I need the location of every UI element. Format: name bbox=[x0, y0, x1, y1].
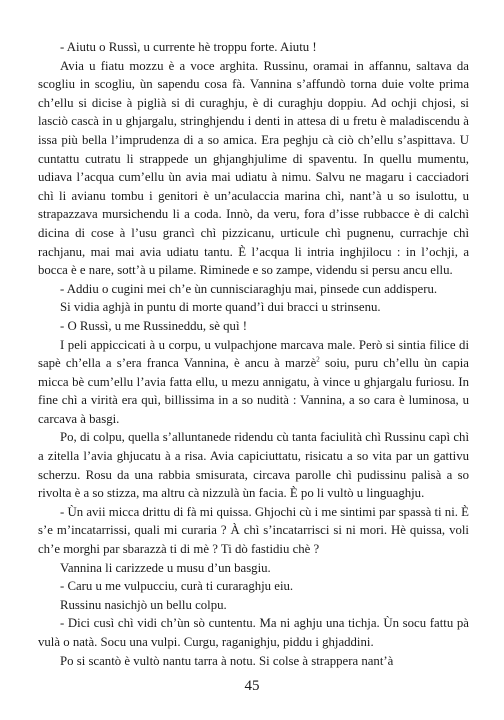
body-text bbox=[38, 38, 469, 670]
paragraph-rescue: Avia u fiatu mozzu è a voce arghita. Russinu, oramai in affannu, saltava da scogliu in scogliu, ùn sapendu cosa fà. Vannina s’affundò torna duie volte prima ch’ellu si dicise à piglià si di curaghju, è di curaghju doppiu. Ad ochji chjosi, si lasciò cascà in u ghjargalu, stringhjendu i denti in attesa di u fretu è maladiscendu à issa più bella l’imprudenza di a so amica. Era peghju cà ciò ch’ellu s’aspittava. U cuntattu cutratu li strappede un ghjanghjulime di spaventu. In quellu mumentu, udiava l’acqua cum’ellu ùn avia mai udiatu à nimu. Salvu ne magaru i cacciadori chì li avianu tombu i genitori è un’aculaccia marina chì, nant’à u so isulottu, u strapazzava mursichendu li a coda. Innò, da veru, fora d’isse rubbacce è di calchì dicina di cose à l’usu grancì chì pizzicanu, urticule chì pugnenu, currachje chì rachjanu, mai mai avia udiatu tantu. È l’acqua li intria inghjilocu : in l’ochji, a bocca è e nare, sott’à u pilame. Riminede e so zampe, videndu si persu ancu ellu. bbox=[38, 58, 469, 278]
footnote-marker: 2 bbox=[316, 355, 320, 364]
paragraph-arms: Si vidia aghjà in puntu di morte quand’ì dui bracci u strinsenu. bbox=[60, 300, 381, 315]
paragraph-care: - Caru u me vulpucciu, curà ti curaraghju eiu. bbox=[60, 579, 294, 594]
paragraph-return: Po si scantò è vultò nantu tarra à notu. Si colse à strappera nant’à bbox=[60, 653, 394, 668]
paragraph-dialogue-help: - Aiutu o Russì, u currente hè troppu forte. Aiutu ! bbox=[60, 40, 317, 54]
paragraph-wet-fur-start: I peli appiccicati à u corpu, u vulpachjone marcava male. Però si sintia filice di sapè ch’ella a s’era franca Vannina, è ancu à marzè bbox=[38, 337, 469, 371]
paragraph-reproach: - Ùn avii micca drittu di fà mi quissa. Ghjochi cù i me sintimi par spassà ti ni. È s’e m’incatarrissi, quali mi curaria ? À chì s’incatarrisci si ni mori. Hè quissa, voli ch’e morghi par sbarazzà ti di mè ? Ti dò fastidiu chè ? bbox=[38, 504, 469, 557]
paragraph-kiss: Vannina li carizzede u musu d’un basgiu. bbox=[60, 560, 271, 575]
paragraph-fox: - Dici cusì chì vidi ch’ùn sò cuntentu. Ma ni aghju una tichja. Ùn socu fattu pà vulà o natà. Socu una vulpi. Curgu, raganighju, piddu i ghjaddini. bbox=[38, 616, 469, 649]
paragraph-russineddu: - O Russì, u me Russineddu, sè quì ! bbox=[60, 318, 247, 333]
page-number: 45 bbox=[244, 678, 260, 694]
paragraph-laughter: Po, di colpu, quella s’alluntanede ridendu cù tanta faciulità chì Russinu capì chì a zitella l’avia ghjucatu à a risa. Avia capiciuttatu, risicatu a so vita par un gattivu scherzu. Rosu da una rabbia smisurata, circava parolle chì pudissinu palisà a so rivolta è a so stizza, ma altru cà nizzulà ùn facia. È po li vultò u linguaghju. bbox=[38, 430, 469, 501]
paragraph-farewell: - Addiu o cugini mei ch’e ùn cunnisciaraghju mai, pinsede cun addisperu. bbox=[60, 281, 438, 296]
paragraph-wet-fur bbox=[38, 336, 469, 429]
paragraph-sniff: Russinu nasichjò un bellu colpu. bbox=[60, 597, 227, 612]
paragraph-wet-fur-end: soiu, puru ch’ellu ùn capia micca bè cum’ellu l’avia fatta ellu, u mezu annigatu, à vince u ghjargalu furiosu. In fine chì a virità era quì, billissima in a so nudità : Vannina, a so cara è luminosa, u carcava à basgi. bbox=[38, 356, 469, 426]
